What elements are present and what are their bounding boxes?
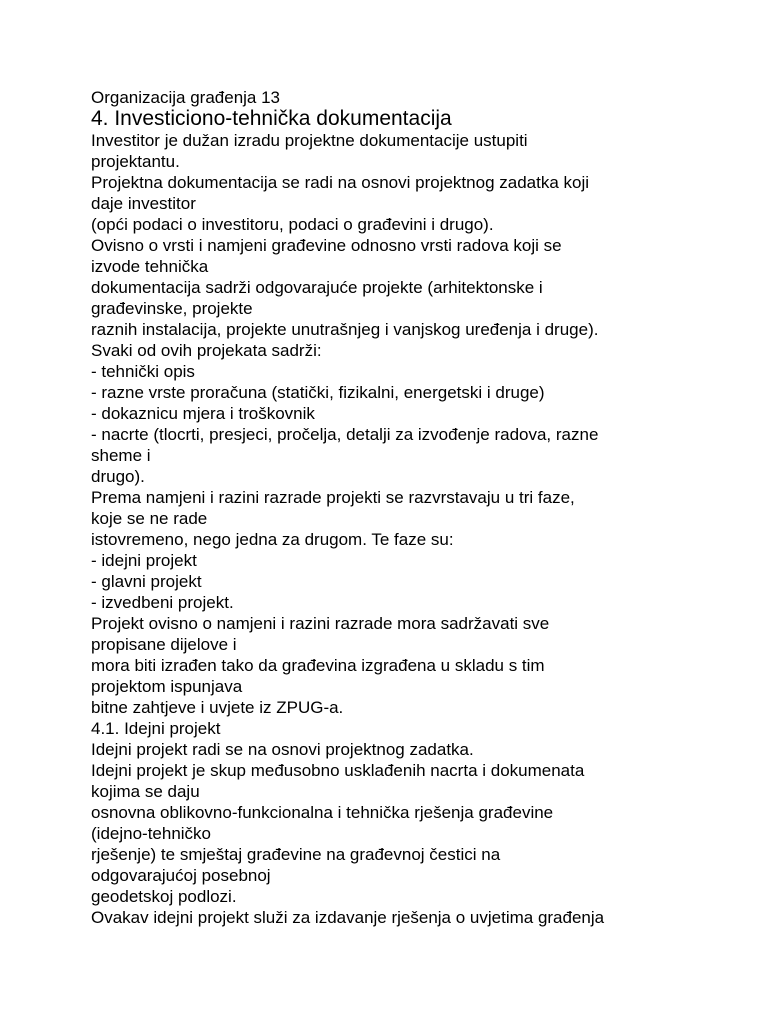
text-line: (idejno-tehničko xyxy=(91,824,212,843)
text-line: raznih instalacija, projekte unutrašnjeg i vanjskog uređenja i druge). xyxy=(91,320,599,339)
subsection-heading: 4.1. Idejni projekt xyxy=(91,719,221,738)
text-line: bitne zahtjeve i uvjete iz ZPUG-a. xyxy=(91,698,344,717)
text-line: propisane dijelove i xyxy=(91,635,237,654)
text-line: Investitor je dužan izradu projektne dokumentacije ustupiti xyxy=(91,131,528,150)
list-item: - glavni projekt xyxy=(91,572,202,591)
text-line: rješenje) te smještaj građevine na građevnoj čestici na xyxy=(91,845,501,864)
list-item: - dokaznicu mjera i troškovnik xyxy=(91,404,315,423)
text-line: izvode tehnička xyxy=(91,257,209,276)
text-line: (opći podaci o investitoru, podaci o građevini i drugo). xyxy=(91,215,494,234)
text-line: geodetskoj podlozi. xyxy=(91,887,237,906)
text-line: Ovakav idejni projekt služi za izdavanje rješenja o uvjetima građenja xyxy=(91,908,605,927)
text-line: osnovna oblikovno-funkcionalna i tehnička rješenja građevine xyxy=(91,803,554,822)
list-item: - razne vrste proračuna (statički, fizikalni, energetski i druge) xyxy=(91,383,545,402)
list-item: - idejni projekt xyxy=(91,551,197,570)
list-item: - nacrte (tlocrti, presjeci, pročelja, detalji za izvođenje radova, razne xyxy=(91,425,599,444)
text-line: istovremeno, nego jedna za drugom. Te faze su: xyxy=(91,530,454,549)
text-line: drugo). xyxy=(91,467,145,486)
section-heading: 4. Investiciono-tehnička dokumentacija xyxy=(91,107,452,130)
text-line: odgovarajućoj posebnoj xyxy=(91,866,271,885)
text-line: Svaki od ovih projekata sadrži: xyxy=(91,341,322,360)
text-line: Idejni projekt je skup međusobno usklađenih nacrta i dokumenata xyxy=(91,761,585,780)
text-line: koje se ne rade xyxy=(91,509,208,528)
text-line: Projekt ovisno o namjeni i razini razrade mora sadržavati sve xyxy=(91,614,550,633)
text-line: Idejni projekt radi se na osnovi projektnog zadatka. xyxy=(91,740,474,759)
text-line: Projektna dokumentacija se radi na osnovi projektnog zadatka koji xyxy=(91,173,590,192)
running-header: Organizacija građenja 13 xyxy=(91,88,281,107)
document-text xyxy=(91,87,691,928)
text-line: projektom ispunjava xyxy=(91,677,243,696)
list-item: - izvedbeni projekt. xyxy=(91,593,234,612)
text-line: Prema namjeni i razini razrade projekti se razvrstavaju u tri faze, xyxy=(91,488,575,507)
text-line: projektantu. xyxy=(91,152,180,171)
text-line: mora biti izrađen tako da građevina izgrađena u skladu s tim xyxy=(91,656,545,675)
text-line: dokumentacija sadrži odgovarajuće projekte (arhitektonske i xyxy=(91,278,543,297)
text-line: kojima se daju xyxy=(91,782,200,801)
text-line: sheme i xyxy=(91,446,151,465)
list-item: - tehnički opis xyxy=(91,362,195,381)
text-line: daje investitor xyxy=(91,194,196,213)
text-line: građevinske, projekte xyxy=(91,299,253,318)
text-line: Ovisno o vrsti i namjeni građevine odnosno vrsti radova koji se xyxy=(91,236,562,255)
